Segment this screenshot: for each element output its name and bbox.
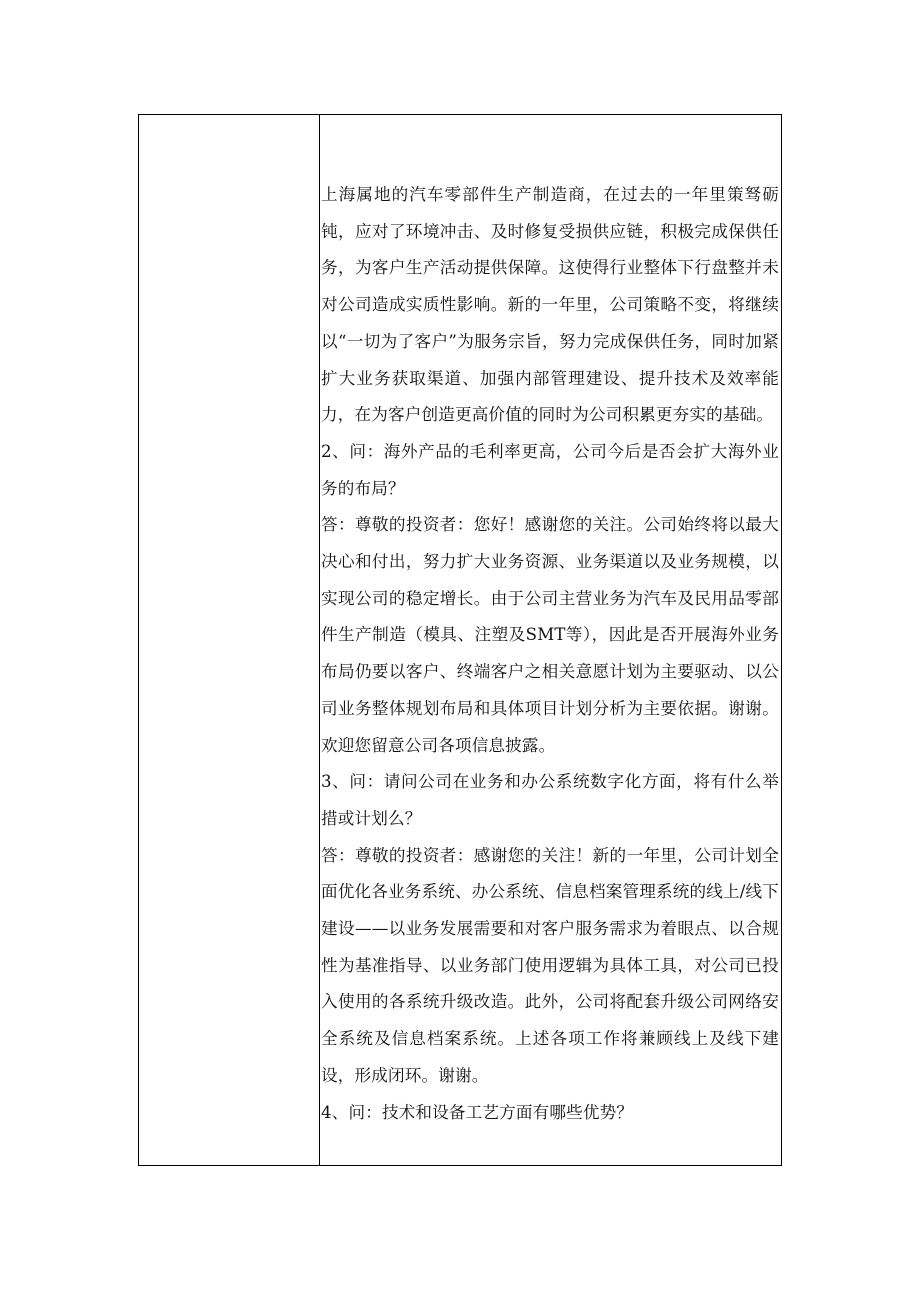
table-label-cell: [139, 115, 320, 1165]
answer-3: 答：尊敬的投资者：感谢您的关注！新的一年里，公司计划全面优化各业务系统、办公系统、信息档案管理系统的线上/线下建设——以业务发展需要和对客户服务需求为着眼点、以合规性为基准指导、以业务部门使用逻辑为具体工具，对公司已投入使用的各系统升级改造。此外，公司将配套升级公司网络安全系统及信息档案系统。上述各项工作将兼顾线上及线下建设，形成闭环。谢谢。: [321, 845, 779, 1085]
answer-2: 答：尊敬的投资者：您好！感谢您的关注。公司始终将以最大决心和付出，努力扩大业务资源、业务渠道以及业务规模，以实现公司的稳定增长。由于公司主营业务为汽车及民用品零部件生产制造（模具、注塑及SMT等），因此是否开展海外业务布局仍要以客户、终端客户之相关意愿计划为主要驱动、以公司业务整体规划布局和具体项目计划分析为主要依据。谢谢。欢迎您留意公司各项信息披露。: [321, 515, 779, 755]
question-3: 3、问：请问公司在业务和办公系统数字化方面，将有什么举措或计划么？: [321, 772, 779, 828]
record-table: [138, 114, 782, 1166]
answer-1-continued: 上海属地的汽车零部件生产制造商，在过去的一年里策驽砺钝，应对了环境冲击、及时修复受损供应链，积极完成保供任务，为客户生产活动提供保障。这使得行业整体下行盘整并未对公司造成实质性影响。新的一年里，公司策略不变，将继续以“一切为了客户”为服务宗旨，努力完成保供任务，同时加紧扩大业务获取渠道、加强内部管理建设、提升技术及效率能力，在为客户创造更高价值的同时为公司积累更夯实的基础。: [321, 185, 779, 425]
question-4: 4、问：技术和设备工艺方面有哪些优势？: [321, 1102, 634, 1122]
question-2: 2、问：海外产品的毛利率更高，公司今后是否会扩大海外业务的布局？: [321, 441, 779, 498]
table-content-cell: [320, 115, 781, 1165]
